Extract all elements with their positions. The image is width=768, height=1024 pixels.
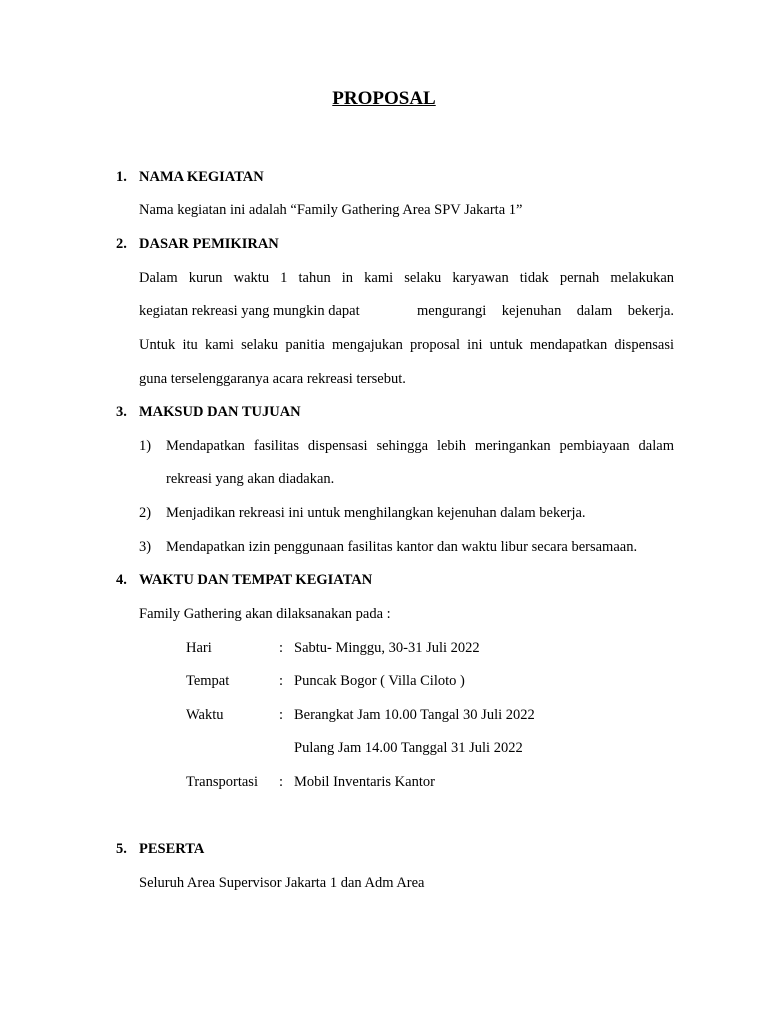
detail-label-hari: Hari [186,640,212,656]
section-1-number: 1. [116,169,127,185]
goal-1-number: 1) [139,438,152,454]
goal-1-line-1: Mendapatkan fasilitas dispensasi sehingga lebih meringankan pembiayaan dalam [166,438,674,454]
section-4-intro: Family Gathering akan dilaksanakan pada : [139,606,391,622]
section-1-heading: NAMA KEGIATAN [139,169,264,185]
section-5-heading: PESERTA [139,841,205,857]
goal-3-text: Mendapatkan izin penggunaan fasilitas kantor dan waktu libur secara bersamaan. [166,539,638,555]
section-2-line-2a: kegiatan rekreasi yang mungkin dapat [139,303,360,319]
detail-value-waktu-berangkat: Berangkat Jam 10.00 Tangal 30 Juli 2022 [294,707,535,723]
goal-3-number: 3) [139,539,152,555]
section-3-heading: MAKSUD DAN TUJUAN [139,404,301,420]
goal-1-line-2: rekreasi yang akan diadakan. [166,471,335,487]
section-2-line-2b: mengurangi kejenuhan dalam bekerja. [417,303,674,319]
section-1-text: Nama kegiatan ini adalah “Family Gathering Area SPV Jakarta 1” [139,202,523,218]
detail-label-transportasi: Transportasi [186,774,258,790]
detail-colon: : [279,640,284,656]
detail-label-tempat: Tempat [186,673,230,689]
document-title: PROPOSAL [332,88,436,109]
section-5-number: 5. [116,841,127,857]
section-5-text: Seluruh Area Supervisor Jakarta 1 dan Adm Area [139,875,425,891]
detail-colon: : [279,673,284,689]
section-4-heading: WAKTU DAN TEMPAT KEGIATAN [139,572,373,588]
section-2-number: 2. [116,236,127,252]
detail-value-waktu-pulang: Pulang Jam 14.00 Tanggal 31 Juli 2022 [294,740,523,756]
section-2-heading: DASAR PEMIKIRAN [139,236,279,252]
section-4-number: 4. [116,572,127,588]
section-2-line-4: guna terselenggaranya acara rekreasi tersebut. [139,371,406,387]
section-2-line-3: Untuk itu kami selaku panitia mengajukan proposal ini untuk mendapatkan dispensasi [139,337,674,353]
detail-value-hari: Sabtu- Minggu, 30-31 Juli 2022 [294,640,480,656]
detail-colon: : [279,707,284,723]
detail-value-transportasi: Mobil Inventaris Kantor [294,774,435,790]
goal-2-text: Menjadikan rekreasi ini untuk menghilangkan kejenuhan dalam bekerja. [166,505,586,521]
section-2-line-1: Dalam kurun waktu 1 tahun in kami selaku karyawan tidak pernah melakukan [139,270,674,286]
detail-value-tempat: Puncak Bogor ( Villa Ciloto ) [294,673,465,689]
goal-2-number: 2) [139,505,152,521]
detail-label-waktu: Waktu [186,707,224,723]
detail-colon: : [279,774,284,790]
section-3-number: 3. [116,404,127,420]
